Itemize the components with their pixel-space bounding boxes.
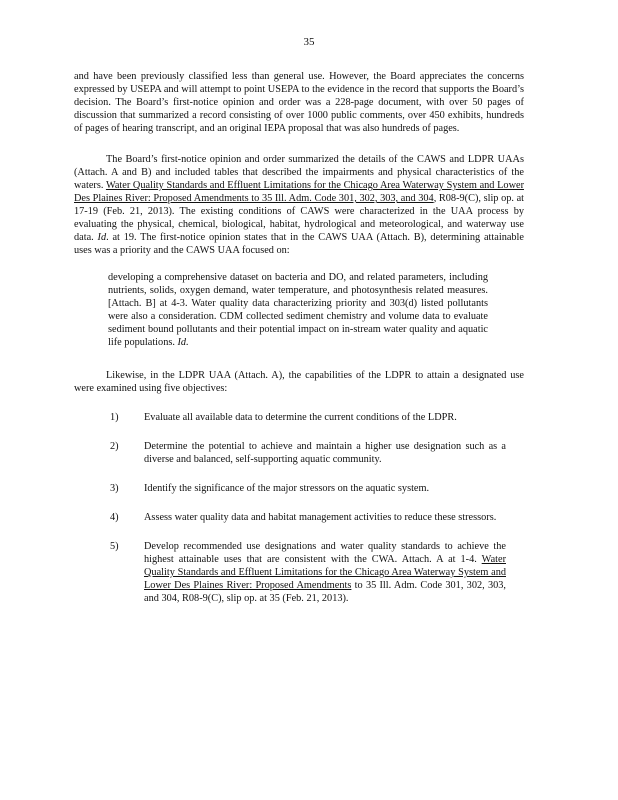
page-number: 35 (303, 36, 315, 48)
list-item-number: 4) (110, 512, 119, 523)
case-citation: Water Quality Standards and Effluent Limitations for the Chicago Area Waterway System and Lower Des Plaines River: Proposed Amendments to 35 Ill. Adm. Code 301, 302, 303, and 304 (74, 180, 524, 204)
paragraph-text: The Board’s first-notice opinion and order summarized the details of the CAWS and LDPR UAAs (Attach. A and B) and included tables that described the impairments and physical characteristics of the waters. (74, 154, 524, 191)
list-item (74, 411, 506, 424)
list-item-number: 3) (110, 483, 119, 494)
paragraph-text: . at 19. The first-notice opinion states that in the CAWS UAA (Attach. B), determining attainable uses was a priority and the CAWS UAA focused on: (74, 232, 524, 256)
paragraph-board-decision: and have been previously classified less than general use. However, the Board appreciates the concerns expressed by USEPA and will attempt to point USEPA to the evidence in the record that supports the Board’s decision. The Board’s first-notice opinion and order was a 228-page document, with over 50 pages of discussion that summarized a record consisting of over 1000 public comments, over 450 exhibits, hundreds of pages of hearing transcript, and an original IEPA proposal that was also hundreds of pages. (74, 71, 524, 134)
list-item-number: 2) (110, 441, 119, 452)
case-citation: Water Quality Standards and Effluent Limitations for the Chicago Area Waterway System and Lower Des Plaines River: Proposed Amendments (144, 554, 506, 591)
list-item-text: Determine the potential to achieve and maintain a higher use designation such as a diverse and balanced, self-supporting aquatic community. (144, 441, 506, 465)
list-item-tail: to 35 Ill. Adm. Code 301, 302, 303, and 304, R08-9(C), slip op. at 35 (Feb. 21, 2013). (144, 580, 506, 604)
list-item (74, 440, 506, 466)
paragraph-uaa-summary (74, 153, 524, 257)
list-item-number: 5) (110, 541, 119, 552)
quote-text: developing a comprehensive dataset on bacteria and DO, and related parameters, including nutrients, solids, oxygen demand, water temperature, and photosynthesis related measures. [Attach. B] at 4-3. Water quality data characterizing priority and 303(d) listed pollutants were also a consideration. CDM collected sediment chemistry and volume data to evaluate sediment bound pollutants and their potential impact on in-stream water quality and aquatic life populations. (108, 272, 488, 348)
id-reference: Id (97, 232, 107, 243)
list-item (74, 482, 506, 495)
list-item (74, 540, 506, 605)
list-item-body: Develop recommended use designations and water quality standards to achieve the highest attainable uses that are consistent with the CWA. Attach. A at 1-4. (144, 541, 506, 565)
objectives-list (74, 411, 524, 605)
list-item-text (144, 540, 506, 605)
list-item-text: Evaluate all available data to determine the current conditions of the LDPR. (144, 412, 457, 423)
id-reference: Id. (177, 337, 189, 348)
paragraph-text: , R08-9(C), slip op. at 17-19 (Feb. 21, 2013). The existing conditions of CAWS were characterized in the UAA process by evaluating the physical, chemical, biological, habitat, hydrological and meteorological, and waterway use data. (74, 193, 525, 243)
list-item-text: Assess water quality data and habitat management activities to reduce these stressors. (144, 512, 497, 523)
page-body (74, 70, 524, 621)
list-item-text: Identify the significance of the major stressors on the aquatic system. (144, 483, 430, 494)
list-item (74, 511, 506, 524)
list-item-number: 1) (110, 412, 119, 423)
paragraph-ldpr-objectives: Likewise, in the LDPR UAA (Attach. A), the capabilities of the LDPR to attain a designated use were examined using five objectives: (74, 370, 524, 394)
block-quote (108, 271, 488, 349)
